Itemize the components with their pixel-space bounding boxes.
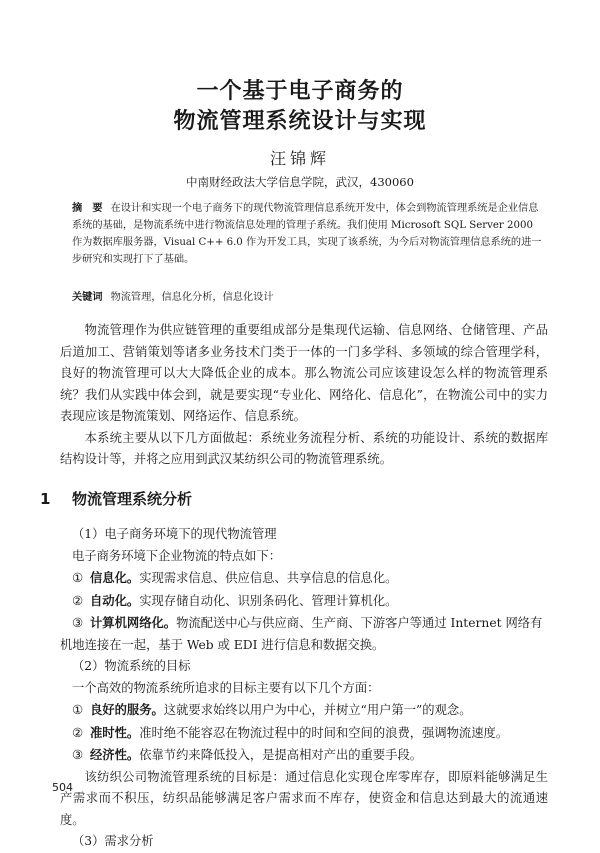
list-item-text: 依靠节约来降低投入，是提高相对产出的重要手段。 (139, 748, 423, 762)
abstract-text: 在设计和实现一个电子商务下的现代物流管理信息系统开发中，体会到物流管理系统是企业信息系统的基础，是物流系统中进行物流信息处理的管理子系统。我们使用 Microsoft SQL Server 2000 作为数据库服务器，Visual C++ 6.0 作为开发工具，实现了该系统，为今后对物流管理信息系统的进一步研究和实现打下了基础。 (72, 203, 542, 265)
subsection-2-paragraph: 该纺织公司物流管理系统的目标是：通过信息化实现仓库零库存，即原料能够满足生产需求而不积压，纺织品能够满足客户需求而不库存，使资金和信息达到最大的流通速度。 (60, 769, 548, 827)
list-item-term: 良好的服务。 (90, 702, 164, 717)
list-item (60, 590, 548, 613)
author-name: 汪锦辉 (269, 149, 330, 168)
list-marker: ① (72, 571, 84, 585)
list-item-term: 计算机网络化。 (90, 615, 177, 630)
list-marker: ③ (72, 748, 84, 762)
list-item-term: 信息化。 (90, 570, 140, 585)
list-marker: ③ (72, 616, 84, 630)
list-item-text: 这就要求始终以用户为中心，并树立“用户第一”的观念。 (163, 703, 472, 717)
subsection-3-title: （3）需求分析 (72, 834, 154, 848)
page-number: 504 (52, 781, 73, 794)
section-title: 物流管理系统分析 (72, 489, 193, 508)
list-item-text: 实现存储自动化、识别条码化、管理计算机化。 (139, 593, 398, 608)
section-number: 1 (40, 489, 51, 508)
list-item-text: 实现需求信息、供应信息、共享信息的信息化。 (139, 571, 398, 585)
keywords (72, 289, 542, 306)
list-item-text: 准时绝不能容忍在物流过程中的时间和空间的浪费，强调物流速度。 (139, 725, 509, 740)
list-marker: ② (72, 593, 84, 608)
list-item (60, 612, 548, 656)
subsection-2-intro: 一个高效的物流系统所追求的目标主要有以下几个方面： (72, 680, 380, 695)
list-item (60, 744, 548, 767)
list-item (60, 699, 548, 722)
paper-title-line-1: 一个基于电子商务的 (196, 79, 404, 104)
list-item (60, 722, 548, 745)
list-item (60, 567, 548, 590)
section-heading (40, 489, 548, 511)
subsection-1-title: （1）电子商务环境下的现代物流管理 (72, 527, 277, 541)
subsection-1-intro: 电子商务环境下企业物流的特点如下： (72, 548, 282, 563)
keywords-text: 物流管理，信息化分析，信息化设计 (110, 292, 274, 303)
list-item-term: 经济性。 (90, 747, 140, 762)
abstract (72, 200, 542, 268)
list-marker: ② (72, 725, 84, 740)
author-affiliation: 中南财经政法大学信息学院，武汉，430060 (186, 175, 414, 189)
list-item-term: 准时性。 (90, 724, 140, 740)
list-item-text: 物流配送中心与供应商、生产商、下游客户等通过 Internet 网络有机地连接在一起，基于 Web 或 EDI 进行信息和数据交换。 (60, 616, 543, 652)
keywords-label: 关键词 (72, 291, 103, 303)
intro-paragraph-2: 本系统主要从以下几方面做起：系统业务流程分析、系统的功能设计、系统的数据库结构设计等，并将之应用到武汉某纺织公司的物流管理系统。 (60, 430, 548, 466)
paper-title-line-2: 物流管理系统设计与实现 (173, 109, 427, 134)
list-marker: ① (72, 703, 84, 717)
abstract-label: 摘 要 (72, 202, 103, 214)
intro-paragraph-1: 物流管理作为供应链管理的重要组成部分是集现代运输、信息网络、仓储管理、产品后道加工、营销策划等诸多业务技术门类于一体的一门多学科、多领域的综合管理学科，良好的物流管理可以大大降低企业的成本。那么物流公司应该建设怎么样的物流管理系统？我们从实践中体会到，就是要实现“专业化、网络化、信息化”，在物流公司中的实力表现应该是物流策划、网络运作、信息系统。 (60, 323, 548, 423)
list-item-term: 自动化。 (90, 592, 140, 608)
body-text (40, 320, 548, 853)
subsection-2-title: （2）物流系统的目标 (72, 659, 191, 673)
